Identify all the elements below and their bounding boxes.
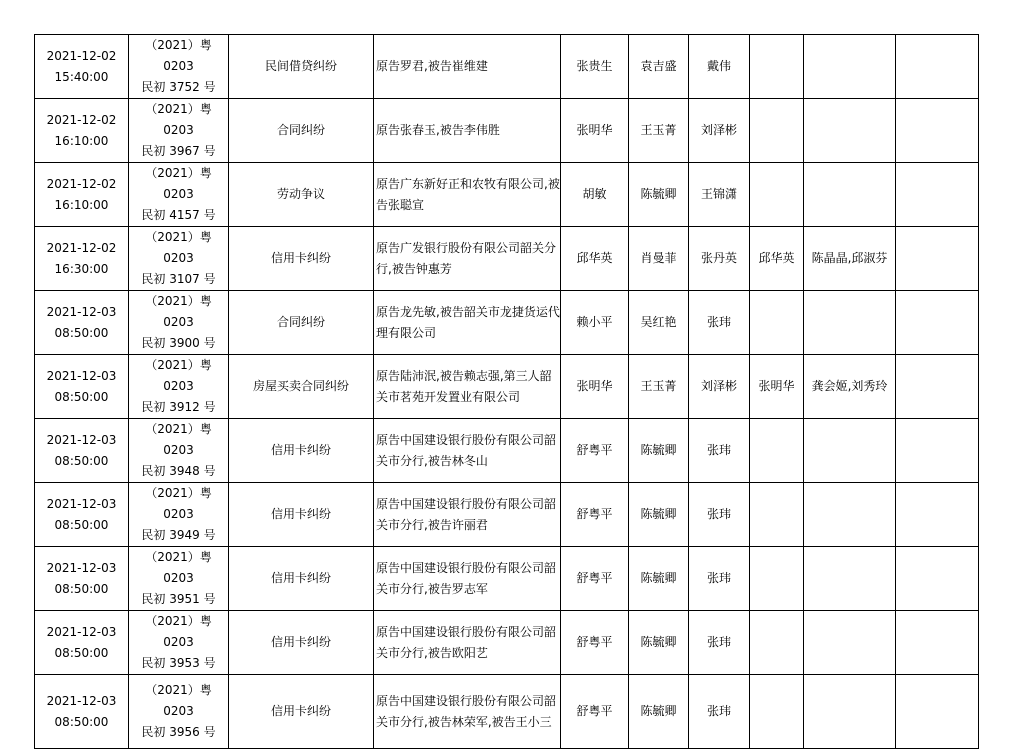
- extra-cell-3: [896, 355, 979, 419]
- panel-member-1-cell: 陈毓卿: [629, 547, 689, 611]
- date: 2021-12-03: [46, 693, 117, 708]
- time: 08:50:00: [54, 714, 109, 729]
- date-cell: [35, 35, 129, 99]
- case-number-cell: [129, 611, 229, 675]
- table-body: [35, 35, 979, 749]
- case-number-cell: [129, 291, 229, 355]
- extra-cell-1: [750, 547, 804, 611]
- presiding-judge-cell: 赖小平: [561, 291, 629, 355]
- date: 2021-12-03: [46, 560, 117, 575]
- extra-cell-3: [896, 419, 979, 483]
- panel-member-2-cell: 张玮: [689, 547, 750, 611]
- parties-cell: 原告中国建设银行股份有限公司韶关市分行,被告林冬山: [374, 419, 561, 483]
- extra-cell-1: [750, 611, 804, 675]
- date: 2021-12-02: [46, 48, 117, 63]
- case-number-cell: [129, 419, 229, 483]
- case-number-prefix: （2021）粤 0203: [145, 486, 212, 521]
- case-number-suffix: 民初 3107 号: [141, 272, 216, 286]
- case-number-cell: [129, 163, 229, 227]
- case-number-suffix: 民初 3956 号: [141, 725, 216, 739]
- parties-cell: 原告龙先敏,被告韶关市龙捷货运代理有限公司: [374, 291, 561, 355]
- presiding-judge-cell: 张贵生: [561, 35, 629, 99]
- presiding-judge-cell: 舒粤平: [561, 547, 629, 611]
- case-number-prefix: （2021）粤 0203: [145, 102, 212, 137]
- date: 2021-12-03: [46, 496, 117, 511]
- extra-cell-1: 张明华: [750, 355, 804, 419]
- extra-cell-3: [896, 99, 979, 163]
- case-type-cell: 民间借贷纠纷: [229, 35, 374, 99]
- panel-member-2-cell: 张玮: [689, 675, 750, 749]
- panel-member-1-cell: 陈毓卿: [629, 611, 689, 675]
- time: 08:50:00: [54, 645, 109, 660]
- panel-member-2-cell: 刘泽彬: [689, 99, 750, 163]
- case-number-suffix: 民初 3948 号: [141, 464, 216, 478]
- date: 2021-12-03: [46, 368, 117, 383]
- case-number-cell: [129, 547, 229, 611]
- table-row: [35, 291, 979, 355]
- date-cell: [35, 291, 129, 355]
- panel-member-1-cell: 陈毓卿: [629, 163, 689, 227]
- parties-cell: 原告中国建设银行股份有限公司韶关市分行,被告林荣军,被告王小三: [374, 675, 561, 749]
- panel-member-1-cell: 陈毓卿: [629, 483, 689, 547]
- case-number-cell: [129, 35, 229, 99]
- case-number-cell: [129, 355, 229, 419]
- extra-cell-1: [750, 35, 804, 99]
- case-number-suffix: 民初 3967 号: [141, 144, 216, 158]
- time: 15:40:00: [54, 69, 109, 84]
- extra-cell-1: [750, 675, 804, 749]
- case-number-suffix: 民初 3951 号: [141, 592, 216, 606]
- presiding-judge-cell: 舒粤平: [561, 675, 629, 749]
- time: 08:50:00: [54, 581, 109, 596]
- case-number-prefix: （2021）粤 0203: [145, 166, 212, 201]
- presiding-judge-cell: 舒粤平: [561, 419, 629, 483]
- presiding-judge-cell: 舒粤平: [561, 611, 629, 675]
- date-cell: [35, 419, 129, 483]
- case-type-cell: 合同纠纷: [229, 99, 374, 163]
- hearing-schedule-table: [34, 34, 979, 749]
- extra-cell-3: [896, 675, 979, 749]
- presiding-judge-cell: 张明华: [561, 355, 629, 419]
- case-number-suffix: 民初 3953 号: [141, 656, 216, 670]
- time: 08:50:00: [54, 453, 109, 468]
- case-number-cell: [129, 483, 229, 547]
- table-row: [35, 163, 979, 227]
- extra-cell-3: [896, 227, 979, 291]
- date-cell: [35, 547, 129, 611]
- time: 08:50:00: [54, 389, 109, 404]
- parties-cell: 原告中国建设银行股份有限公司韶关市分行,被告欧阳艺: [374, 611, 561, 675]
- case-type-cell: 信用卡纠纷: [229, 483, 374, 547]
- panel-member-2-cell: 戴伟: [689, 35, 750, 99]
- table-row: [35, 483, 979, 547]
- case-number-suffix: 民初 3900 号: [141, 336, 216, 350]
- extra-cell-1: [750, 291, 804, 355]
- date: 2021-12-03: [46, 624, 117, 639]
- case-number-suffix: 民初 3752 号: [141, 80, 216, 94]
- panel-member-1-cell: 陈毓卿: [629, 419, 689, 483]
- date-cell: [35, 611, 129, 675]
- extra-cell-3: [896, 611, 979, 675]
- table-row: [35, 419, 979, 483]
- case-number-prefix: （2021）粤 0203: [145, 683, 212, 718]
- extra-cell-1: [750, 99, 804, 163]
- presiding-judge-cell: 胡敏: [561, 163, 629, 227]
- extra-cell-2: [804, 99, 896, 163]
- parties-cell: 原告广发银行股份有限公司韶关分行,被告钟惠芳: [374, 227, 561, 291]
- table-row: [35, 35, 979, 99]
- case-number-cell: [129, 99, 229, 163]
- extra-cell-3: [896, 483, 979, 547]
- case-type-cell: 信用卡纠纷: [229, 611, 374, 675]
- case-type-cell: 劳动争议: [229, 163, 374, 227]
- case-number-cell: [129, 227, 229, 291]
- date-cell: [35, 163, 129, 227]
- date: 2021-12-02: [46, 176, 117, 191]
- extra-cell-3: [896, 547, 979, 611]
- case-number-prefix: （2021）粤 0203: [145, 38, 212, 73]
- case-number-prefix: （2021）粤 0203: [145, 358, 212, 393]
- date: 2021-12-03: [46, 432, 117, 447]
- presiding-judge-cell: 邱华英: [561, 227, 629, 291]
- table-row: [35, 611, 979, 675]
- date: 2021-12-02: [46, 240, 117, 255]
- panel-member-1-cell: 吴红艳: [629, 291, 689, 355]
- extra-cell-1: [750, 163, 804, 227]
- panel-member-2-cell: 张玮: [689, 483, 750, 547]
- case-number-cell: [129, 675, 229, 749]
- extra-cell-2: [804, 419, 896, 483]
- extra-cell-2: 龚会姬,刘秀玲: [804, 355, 896, 419]
- panel-member-1-cell: 王玉菁: [629, 99, 689, 163]
- panel-member-1-cell: 王玉菁: [629, 355, 689, 419]
- table-row: [35, 227, 979, 291]
- extra-cell-2: 陈晶晶,邱淑芬: [804, 227, 896, 291]
- date-cell: [35, 483, 129, 547]
- case-type-cell: 信用卡纠纷: [229, 227, 374, 291]
- extra-cell-1: 邱华英: [750, 227, 804, 291]
- extra-cell-3: [896, 35, 979, 99]
- extra-cell-2: [804, 163, 896, 227]
- case-type-cell: 信用卡纠纷: [229, 419, 374, 483]
- case-number-suffix: 民初 3949 号: [141, 528, 216, 542]
- parties-cell: 原告张春玉,被告李伟胜: [374, 99, 561, 163]
- extra-cell-3: [896, 291, 979, 355]
- parties-cell: 原告广东新好正和农牧有限公司,被告张聪宣: [374, 163, 561, 227]
- extra-cell-3: [896, 163, 979, 227]
- extra-cell-2: [804, 291, 896, 355]
- panel-member-2-cell: 张丹英: [689, 227, 750, 291]
- panel-member-2-cell: 张玮: [689, 611, 750, 675]
- presiding-judge-cell: 舒粤平: [561, 483, 629, 547]
- case-type-cell: 信用卡纠纷: [229, 547, 374, 611]
- time: 08:50:00: [54, 517, 109, 532]
- case-number-prefix: （2021）粤 0203: [145, 230, 212, 265]
- case-number-prefix: （2021）粤 0203: [145, 614, 212, 649]
- presiding-judge-cell: 张明华: [561, 99, 629, 163]
- extra-cell-1: [750, 483, 804, 547]
- panel-member-2-cell: 张玮: [689, 291, 750, 355]
- panel-member-1-cell: 肖曼菲: [629, 227, 689, 291]
- parties-cell: 原告陆沛泯,被告赖志强,第三人韶关市茗苑开发置业有限公司: [374, 355, 561, 419]
- case-type-cell: 信用卡纠纷: [229, 675, 374, 749]
- time: 16:10:00: [54, 197, 109, 212]
- extra-cell-2: [804, 547, 896, 611]
- case-type-cell: 房屋买卖合同纠纷: [229, 355, 374, 419]
- parties-cell: 原告罗君,被告崔维建: [374, 35, 561, 99]
- extra-cell-2: [804, 611, 896, 675]
- parties-cell: 原告中国建设银行股份有限公司韶关市分行,被告罗志军: [374, 547, 561, 611]
- table-row: [35, 675, 979, 749]
- date: 2021-12-03: [46, 304, 117, 319]
- extra-cell-2: [804, 675, 896, 749]
- case-number-suffix: 民初 4157 号: [141, 208, 216, 222]
- table-row: [35, 99, 979, 163]
- panel-member-2-cell: 刘泽彬: [689, 355, 750, 419]
- time: 08:50:00: [54, 325, 109, 340]
- case-number-suffix: 民初 3912 号: [141, 400, 216, 414]
- panel-member-2-cell: 王锦潇: [689, 163, 750, 227]
- case-number-prefix: （2021）粤 0203: [145, 294, 212, 329]
- extra-cell-2: [804, 483, 896, 547]
- extra-cell-1: [750, 419, 804, 483]
- date-cell: [35, 675, 129, 749]
- panel-member-1-cell: 袁吉盛: [629, 35, 689, 99]
- panel-member-2-cell: 张玮: [689, 419, 750, 483]
- date-cell: [35, 227, 129, 291]
- extra-cell-2: [804, 35, 896, 99]
- date-cell: [35, 99, 129, 163]
- panel-member-1-cell: 陈毓卿: [629, 675, 689, 749]
- table-row: [35, 547, 979, 611]
- time: 16:10:00: [54, 133, 109, 148]
- date: 2021-12-02: [46, 112, 117, 127]
- time: 16:30:00: [54, 261, 109, 276]
- parties-cell: 原告中国建设银行股份有限公司韶关市分行,被告许丽君: [374, 483, 561, 547]
- case-type-cell: 合同纠纷: [229, 291, 374, 355]
- case-number-prefix: （2021）粤 0203: [145, 422, 212, 457]
- date-cell: [35, 355, 129, 419]
- case-number-prefix: （2021）粤 0203: [145, 550, 212, 585]
- table-row: [35, 355, 979, 419]
